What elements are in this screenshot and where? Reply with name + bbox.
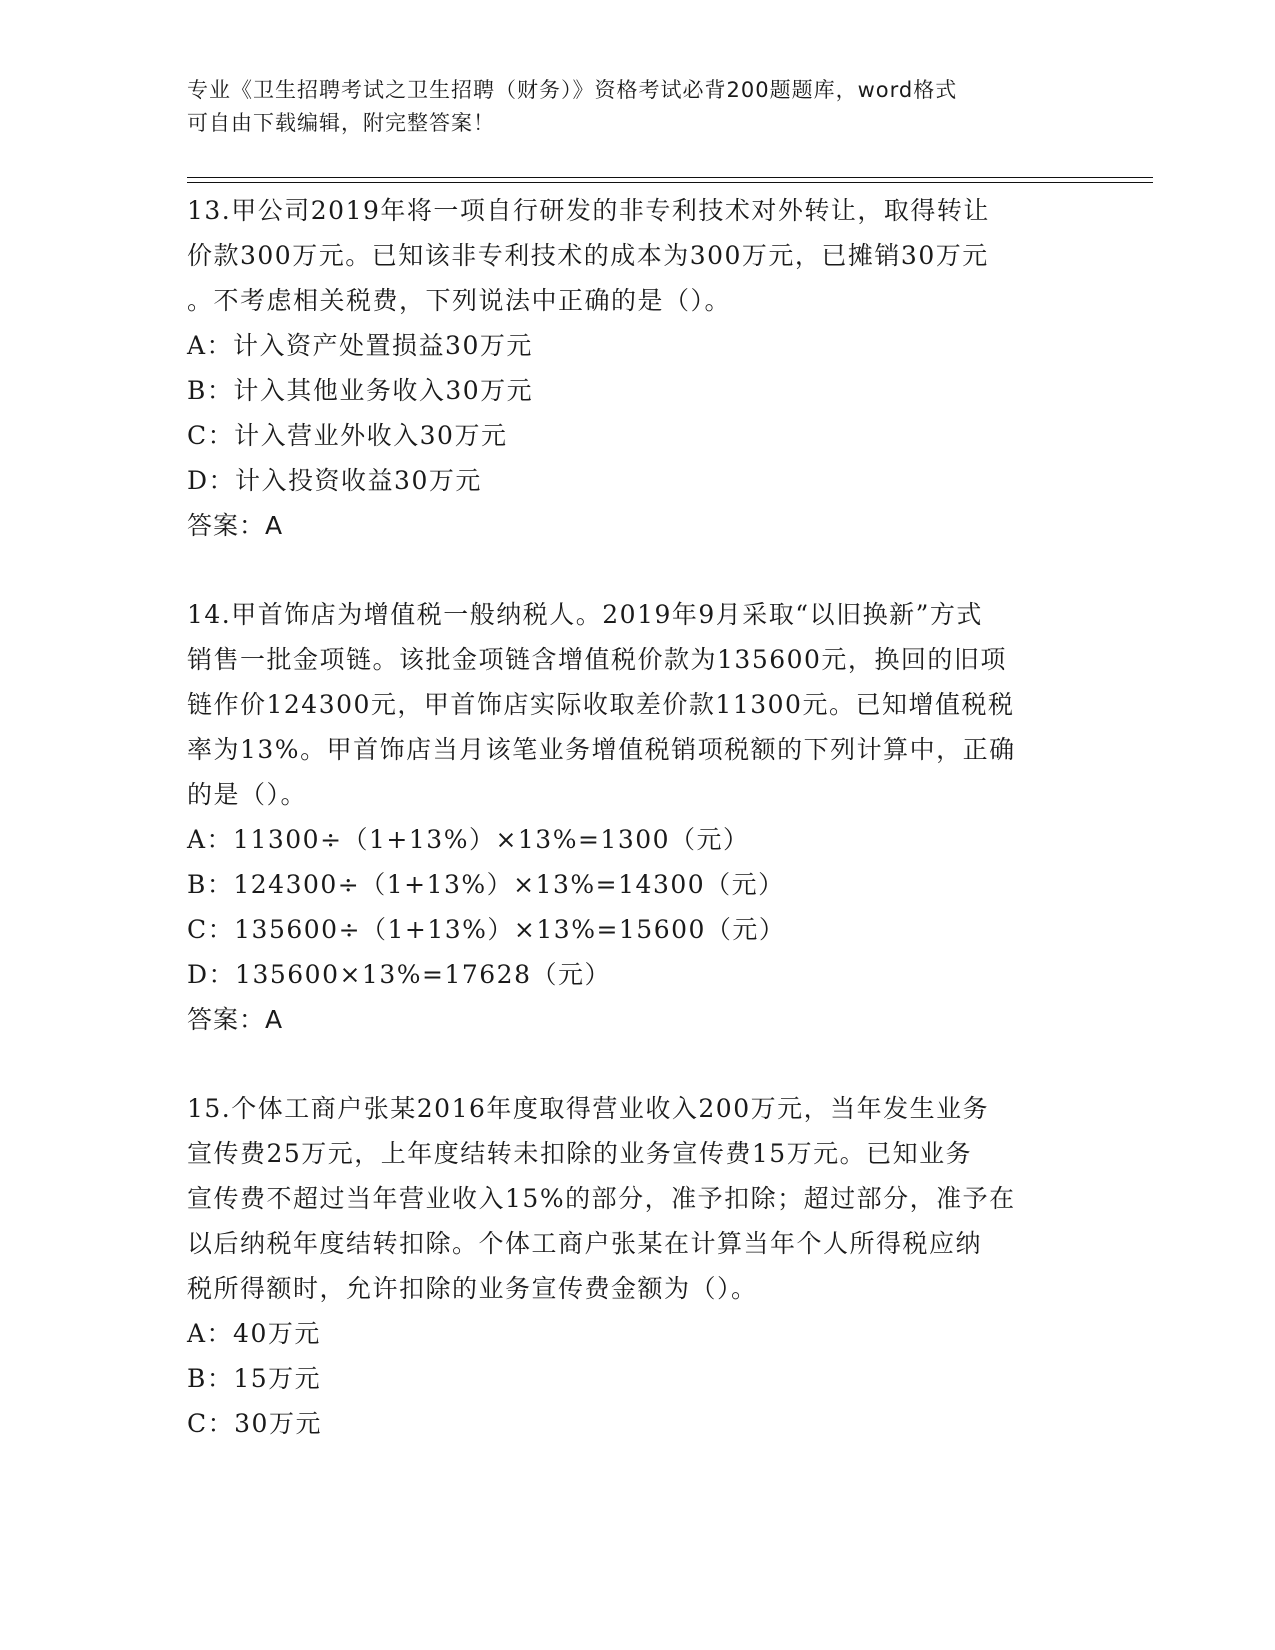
option-b: B：计入其他业务收入30万元 [187, 376, 534, 405]
header-divider-top [187, 177, 1153, 178]
header-divider-bottom [187, 182, 1153, 183]
question-stem-line: 宣传费25万元，上年度结转未扣除的业务宣传费15万元。已知业务 [187, 1139, 973, 1168]
question-stem-line: 价款300万元。已知该非专利技术的成本为300万元，已摊销30万元 [187, 241, 989, 270]
question-stem-line: 的是（）。 [187, 780, 308, 809]
option-a: A：计入资产处置损益30万元 [187, 331, 533, 360]
question-stem-line: 销售一批金项链。该批金项链含增值税价款为135600元，换回的旧项 [187, 645, 1007, 674]
option-c: C：30万元 [187, 1409, 322, 1438]
option-d: D：135600×13%=17628（元） [187, 960, 611, 989]
option-b: B：15万元 [187, 1364, 322, 1393]
question-14 [187, 592, 1087, 1042]
question-15 [187, 1086, 1087, 1446]
answer-line: 答案：A [187, 1005, 284, 1034]
option-a: A：40万元 [187, 1319, 321, 1348]
question-stem-line: 链作价124300元，甲首饰店实际收取差价款11300元。已知增值税税 [187, 690, 1015, 719]
question-stem-line: 15.个体工商户张某2016年度取得营业收入200万元，当年发生业务 [187, 1094, 990, 1123]
option-a: A：11300÷（1+13%）×13%=1300（元） [187, 825, 750, 854]
answer-line: 答案：A [187, 511, 284, 540]
header-line-1: 专业《卫生招聘考试之卫生招聘（财务）》资格考试必背200题题库，word格式 [187, 78, 958, 102]
question-stem-line: 宣传费不超过当年营业收入15%的部分，准予扣除；超过部分，准予在 [187, 1184, 1016, 1213]
question-13 [187, 188, 1087, 548]
document-header [187, 74, 1087, 140]
question-stem-line: 率为13%。甲首饰店当月该笔业务增值税销项税额的下列计算中，正确 [187, 735, 1016, 764]
option-c: C：135600÷（1+13%）×13%=15600（元） [187, 915, 786, 944]
question-stem-line: 以后纳税年度结转扣除。个体工商户张某在计算当年个人所得税应纳 [187, 1229, 983, 1258]
question-stem-line: 13.甲公司2019年将一项自行研发的非专利技术对外转让，取得转让 [187, 196, 990, 225]
question-list [187, 188, 1087, 1446]
spacer [187, 548, 1087, 592]
option-d: D：计入投资收益30万元 [187, 466, 482, 495]
question-stem-line: 税所得额时，允许扣除的业务宣传费金额为（）。 [187, 1274, 758, 1303]
spacer [187, 1042, 1087, 1086]
header-line-2: 可自由下载编辑，附完整答案！ [187, 111, 495, 135]
question-stem-line: 。不考虑相关税费，下列说法中正确的是（）。 [187, 286, 732, 315]
option-c: C：计入营业外收入30万元 [187, 421, 508, 450]
question-stem-line: 14.甲首饰店为增值税一般纳税人。2019年9月采取“以旧换新”方式 [187, 600, 983, 629]
option-b: B：124300÷（1+13%）×13%=14300（元） [187, 870, 785, 899]
